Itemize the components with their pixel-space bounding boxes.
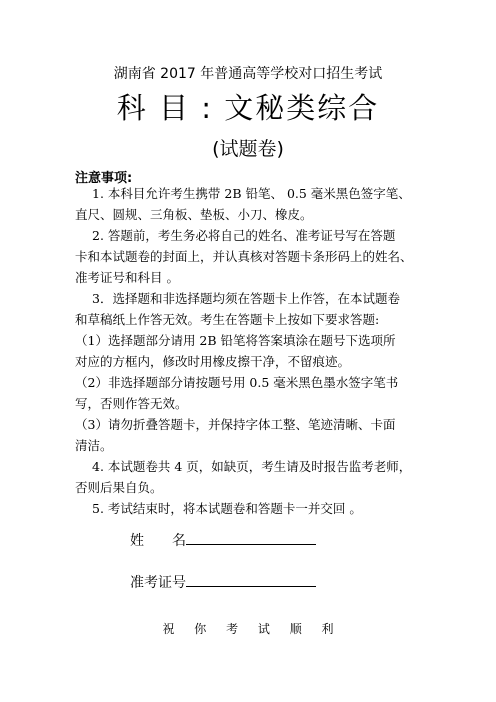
notice-line: （3）请勿折叠答题卡，并保持字体工整、笔迹清晰、卡面 — [75, 417, 396, 432]
notice-line: 4. 本试题卷共 4 页，如缺页，考生请及时报告监考老师， — [92, 459, 412, 474]
name-underline — [186, 530, 316, 545]
notice-line: 5. 考试结束时，将本试题卷和答题卡一并交回 。 — [92, 501, 362, 516]
notice-line: 准考证号和科目 。 — [75, 270, 179, 285]
exam-title: 湖南省 2017 年普通高等学校对口招生考试 — [113, 66, 383, 82]
notice-line: （2）非选择题部分请按题号用 0.5 毫米黑色墨水签字笔书 — [75, 375, 399, 390]
paper-type: (试题卷) — [212, 138, 284, 160]
blessing-text: 祝 你 考 试 顺 利 — [162, 622, 334, 636]
notice-line: 直尺、圆规、三角板、垫板、小刀、橡皮。 — [75, 207, 313, 222]
notice-line: 写，否则作答无效。 — [75, 396, 188, 411]
exam-id-label: 准考证号 — [130, 575, 186, 591]
notice-heading: 注意事项: — [75, 171, 133, 186]
notice-line: 卡和本试题卷的封面上，并认真核对答题卡条形码上的姓名、 — [75, 249, 413, 264]
notice-line: 和草稿纸上作答无效。考生在答题卡上按如下要求答题: — [75, 312, 380, 327]
notice-line: 对应的方框内，修改时用橡皮擦干净，不留痕迹。 — [75, 354, 351, 369]
subject-title: 科 目 : 文秘类综合 — [116, 91, 380, 125]
notice-line: 3．选择题和非选择题均须在答题卡上作答，在本试题卷 — [92, 291, 400, 306]
name-label: 姓 名 — [130, 533, 186, 549]
notice-line: 2. 答题前，考生务必将自己的姓名、准考证号写在答题 — [92, 228, 396, 243]
exam-id-underline — [186, 572, 316, 587]
exam-id-field — [130, 572, 316, 592]
notice-line: 否则后果自负。 — [75, 480, 163, 495]
notice-line: 清洁。 — [75, 438, 113, 453]
notice-line: （1）选择题部分请用 2B 铅笔将答案填涂在题号下选项所 — [75, 333, 396, 348]
notice-line: 1. 本科目允许考生携带 2B 铅笔、 0.5 毫米黑色签字笔、 — [92, 186, 411, 201]
name-field — [130, 530, 316, 550]
